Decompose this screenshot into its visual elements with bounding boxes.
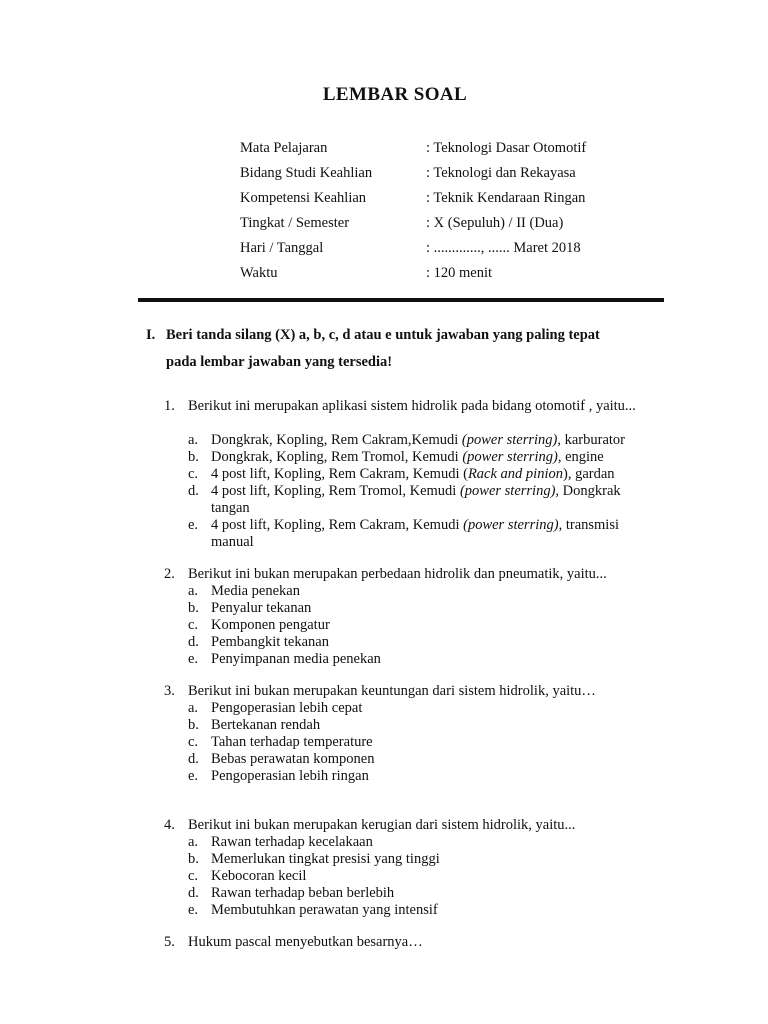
option-letter: a. <box>188 432 199 448</box>
info-label: Waktu <box>240 265 278 281</box>
option-text: Dongkrak, Kopling, Rem Cakram,Kemudi (power sterring), karburator <box>211 432 625 448</box>
info-label: Kompetensi Keahlian <box>240 190 367 206</box>
question-text: Hukum pascal menyebutkan besarnya… <box>188 934 423 950</box>
option-letter: c. <box>188 466 199 482</box>
option-letter: c. <box>188 734 199 750</box>
info-label: Mata Pelajaran <box>240 140 328 156</box>
option-letter: e. <box>188 651 199 667</box>
option-text: Media penekan <box>211 583 300 599</box>
option-letter: d. <box>188 751 199 767</box>
question-number: 3. <box>164 683 175 699</box>
option-text: Tahan terhadap temperature <box>211 734 373 750</box>
option-letter: a. <box>188 583 199 599</box>
option-text: Rawan terhadap beban berlebih <box>211 885 395 901</box>
option-text: 4 post lift, Kopling, Rem Cakram, Kemudi (power sterring), transmisi manual <box>211 517 620 550</box>
option-letter: e. <box>188 517 199 533</box>
info-label: Hari / Tanggal <box>240 240 324 256</box>
question-text: Berikut ini bukan merupakan keuntungan dari sistem hidrolik, yaitu… <box>188 683 596 699</box>
question-text: Berikut ini bukan merupakan perbedaan hidrolik dan pneumatik, yaitu... <box>188 566 607 582</box>
option-letter: b. <box>188 449 199 465</box>
option-text: 4 post lift, Kopling, Rem Cakram, Kemudi (Rack and pinion), gardan <box>211 466 615 482</box>
info-value: : Teknologi Dasar Otomotif <box>426 140 587 156</box>
option-letter: b. <box>188 717 199 733</box>
option-text: Pengoperasian lebih ringan <box>211 768 369 784</box>
page-title: LEMBAR SOAL <box>322 84 468 105</box>
section-number: I. <box>146 327 156 343</box>
option-letter: a. <box>188 700 199 716</box>
option-text: Penyimpanan media penekan <box>211 651 381 667</box>
info-value: : Teknologi dan Rekayasa <box>426 165 576 181</box>
question-text: Berikut ini merupakan aplikasi sistem hidrolik pada bidang otomotif , yaitu... <box>188 398 636 414</box>
option-text: Memerlukan tingkat presisi yang tinggi <box>211 851 440 867</box>
option-text: Komponen pengatur <box>211 617 330 633</box>
option-text: Penyalur tekanan <box>211 600 312 616</box>
info-row-competency <box>240 190 586 215</box>
instruction-line-2: pada lembar jawaban yang tersedia! <box>166 354 393 370</box>
option-letter: e. <box>188 902 199 918</box>
info-row-date <box>240 240 586 265</box>
option-letter: c. <box>188 617 199 633</box>
option-text: Pembangkit tekanan <box>211 634 329 650</box>
option-letter: b. <box>188 600 199 616</box>
option-text: Dongkrak, Kopling, Rem Tromol, Kemudi (power sterring), engine <box>211 449 604 465</box>
info-value: : ............., ...... Maret 2018 <box>426 240 581 256</box>
option-text: Rawan terhadap kecelakaan <box>211 834 373 850</box>
option-text: 4 post lift, Kopling, Rem Tromol, Kemudi (power sterring), Dongkrak tangan <box>211 483 621 516</box>
option-text: Pengoperasian lebih cepat <box>211 700 363 716</box>
info-row-field <box>240 165 586 190</box>
option-letter: d. <box>188 483 199 499</box>
info-value: : X (Sepuluh) / II (Dua) <box>426 215 564 231</box>
question-number: 4. <box>164 817 175 833</box>
option-text: Kebocoran kecil <box>211 868 307 884</box>
info-label: Bidang Studi Keahlian <box>240 165 373 181</box>
info-row-subject <box>240 140 586 165</box>
info-row-level <box>240 215 586 240</box>
info-value: : 120 menit <box>426 265 493 281</box>
option-letter: d. <box>188 885 199 901</box>
option-letter: c. <box>188 868 199 884</box>
option-letter: d. <box>188 634 199 650</box>
option-text: Membutuhkan perawatan yang intensif <box>211 902 438 918</box>
option-letter: e. <box>188 768 199 784</box>
option-letter: b. <box>188 851 199 867</box>
info-value: : Teknik Kendaraan Ringan <box>426 190 586 206</box>
option-letter: a. <box>188 834 199 850</box>
option-text: Bertekanan rendah <box>211 717 321 733</box>
subject-info-table <box>240 140 586 290</box>
question-number: 1. <box>164 398 175 414</box>
question-number: 5. <box>164 934 175 950</box>
question-text: Berikut ini bukan merupakan kerugian dari sistem hidrolik, yaitu... <box>188 817 576 833</box>
question-number: 2. <box>164 566 175 582</box>
header-divider <box>138 298 664 302</box>
instruction-line-1: Beri tanda silang (X) a, b, c, d atau e untuk jawaban yang paling tepat <box>166 327 600 343</box>
info-label: Tingkat / Semester <box>240 215 350 231</box>
info-row-time <box>240 265 586 290</box>
option-text: Bebas perawatan komponen <box>211 751 375 767</box>
